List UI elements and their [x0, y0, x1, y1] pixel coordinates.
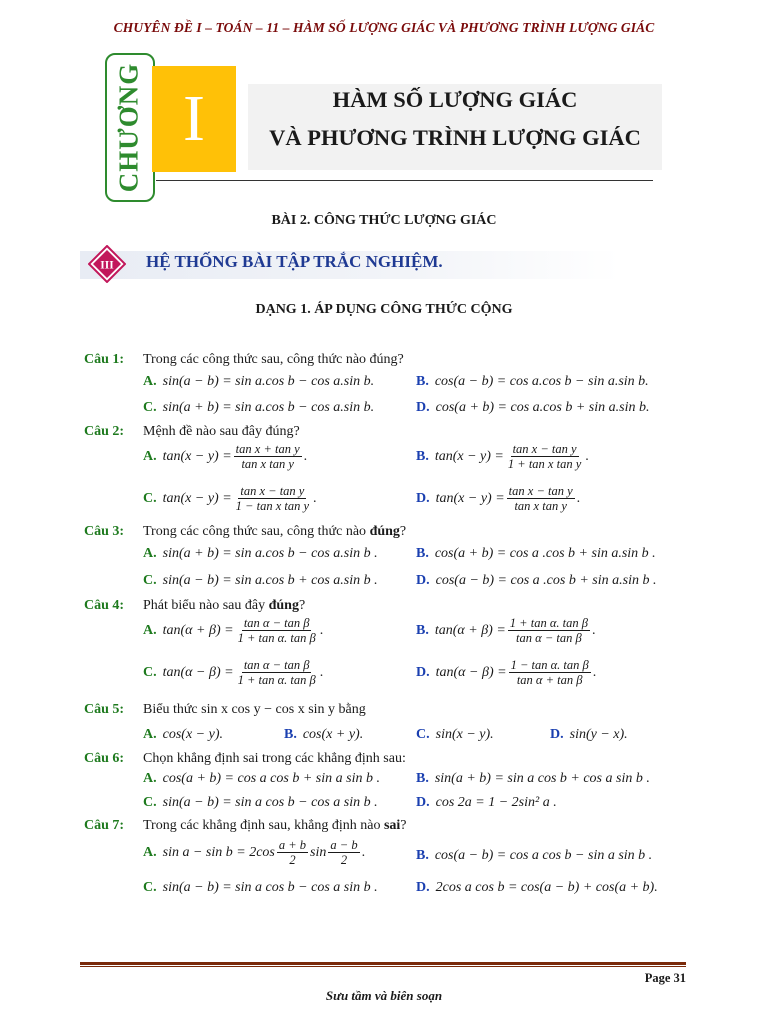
option-d[interactable]: D. cos 2a = 1 − 2sin² a .: [416, 795, 557, 810]
option-b[interactable]: B. cos(a − b) = cos a.cos b − sin a.sin b.: [416, 374, 649, 389]
option-d[interactable]: D. tan(x − y) = $\frac{\text{tan x − tan y}}{\text{tan x tan y}}$ .: [416, 484, 581, 513]
option-d[interactable]: D. tan(α − β) = $\frac{\text{1 − tan α. tan β}}{\text{tan α + tan β}}$ .: [416, 658, 597, 687]
option-d[interactable]: D. cos(a − b) = cos a .cos b + sin a.sin b .: [416, 573, 657, 588]
question-text: Mệnh đề nào sau đây đúng?: [143, 424, 300, 439]
option-a[interactable]: A. sin(a − b) = sin a.cos b − cos a.sin b.: [143, 374, 375, 389]
option-c[interactable]: C. sin(a − b) = sin a cos b − cos a sin b .: [143, 795, 378, 810]
option-a[interactable]: A. sin a − sin b = 2cos $\frac{a + b}{2}$ sin $\frac{a - b}{2}$ .: [143, 838, 366, 867]
option-d[interactable]: D. cos(a + b) = cos a.cos b + sin a.sin b.: [416, 400, 650, 415]
option-c[interactable]: C. sin(x − y).: [416, 727, 494, 742]
option-c[interactable]: C. sin(a − b) = sin a.cos b + cos a.sin b .: [143, 573, 378, 588]
question-label: Câu 7:: [84, 818, 125, 833]
question-text: Trong các công thức sau, công thức nào đúng?: [143, 352, 404, 367]
question-label: Câu 1:: [84, 352, 125, 367]
question-label: Câu 2:: [84, 424, 125, 439]
option-b[interactable]: B. sin(a + b) = sin a cos b + cos a sin b .: [416, 771, 650, 786]
option-d[interactable]: D. 2cos a cos b = cos(a − b) + cos(a + b).: [416, 880, 658, 895]
option-a[interactable]: A. tan(x − y) = $\frac{\text{tan x + tan y}}{\text{tan x tan y}}$ .: [143, 442, 308, 471]
chapter-number: I: [183, 82, 205, 155]
option-a[interactable]: A. sin(a + b) = sin a.cos b − cos a.sin b .: [143, 546, 378, 561]
exercise-type-title: DẠNG 1. ÁP DỤNG CÔNG THỨC CỘNG: [255, 302, 513, 317]
chapter-number-box: [152, 66, 236, 172]
question-label: Câu 5:: [84, 702, 125, 717]
option-b[interactable]: B. tan(α + β) = $\frac{\text{1 + tan α. tan β}}{\text{tan α − tan β}}$ .: [416, 616, 596, 645]
option-a[interactable]: A. tan(α + β) = $\frac{\text{tan α − tan β}}{\text{1 + tan α. tan β}}$ .: [143, 616, 324, 645]
option-b[interactable]: B. cos(a − b) = cos a cos b − sin a sin b .: [416, 848, 653, 863]
option-c[interactable]: C. sin(a + b) = sin a.cos b − cos a.sin b.: [143, 400, 375, 415]
page-number: Page 31: [644, 971, 686, 985]
question-text: Chọn khẳng định sai trong các khẳng định sau:: [143, 751, 406, 766]
question-text: Trong các công thức sau, công thức nào đúng?: [143, 524, 407, 539]
option-c[interactable]: C. tan(x − y) = $\frac{\text{tan x − tan y}}{\text{1 − tan x tan y}}$ .: [143, 484, 317, 513]
footer-rule-thin: [80, 966, 686, 967]
chapter-word: CHƯƠNG: [113, 62, 144, 192]
question-label: Câu 3:: [84, 524, 125, 539]
page-header: CHUYÊN ĐỀ I – TOÁN – 11 – HÀM SỐ LƯỢNG GIÁC VÀ PHƯƠNG TRÌNH LƯỢNG GIÁC: [113, 20, 655, 35]
option-a[interactable]: A. cos(a + b) = cos a cos b + sin a sin b .: [143, 771, 380, 786]
section-diamond-icon: [88, 245, 126, 283]
question-label: Câu 6:: [84, 751, 125, 766]
question-text: Trong các khẳng định sau, khẳng định nào sai?: [143, 818, 407, 833]
option-c[interactable]: C. sin(a − b) = sin a cos b − cos a sin b .: [143, 880, 378, 895]
footer-note: Sưu tầm và biên soạn: [325, 988, 443, 1003]
title-divider: [156, 180, 653, 181]
question-text: Phát biểu nào sau đây đúng?: [143, 598, 306, 613]
option-c[interactable]: C. tan(α − β) = $\frac{\text{tan α − tan β}}{\text{1 + tan α. tan β}}$ .: [143, 658, 324, 687]
option-d[interactable]: D. sin(y − x).: [550, 727, 628, 742]
question-text: Biểu thức sin x cos y − cos x sin y bằng: [143, 702, 366, 717]
option-b[interactable]: B. cos(x + y).: [284, 727, 364, 742]
chapter-title-line2: VÀ PHƯƠNG TRÌNH LƯỢNG GIÁC: [269, 125, 641, 150]
option-a[interactable]: A. cos(x − y).: [143, 727, 223, 742]
option-b[interactable]: B. cos(a + b) = cos a .cos b + sin a.sin b .: [416, 546, 656, 561]
lesson-title: BÀI 2. CÔNG THỨC LƯỢNG GIÁC: [271, 213, 497, 228]
section-title: HỆ THỐNG BÀI TẬP TRẮC NGHIỆM.: [146, 252, 443, 271]
section-number: III: [100, 259, 114, 272]
footer-rule: [80, 962, 686, 965]
chapter-title-line1: HÀM SỐ LƯỢNG GIÁC: [332, 87, 578, 112]
question-label: Câu 4:: [84, 598, 125, 613]
option-b[interactable]: B. tan(x − y) = $\frac{\text{tan x − tan y}}{\text{1 + tan x tan y}}$ .: [416, 442, 589, 471]
